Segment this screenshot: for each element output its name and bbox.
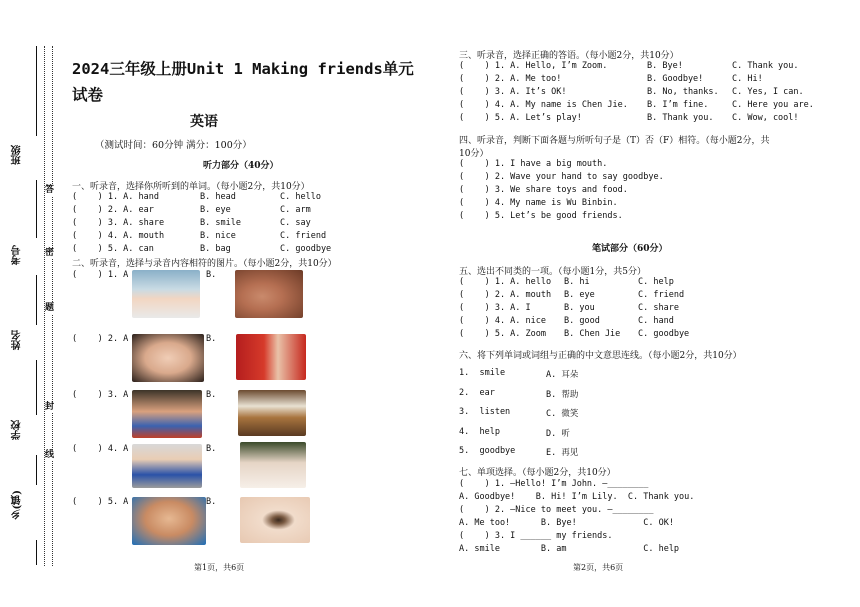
- number-line: [36, 180, 37, 238]
- s3-row-4-col-3: C. Here you are.: [732, 100, 814, 110]
- section-1-heading: 一、听录音，选择你所听到的单词。（每小题2分，共10分）: [72, 182, 310, 192]
- class-line: [36, 46, 37, 136]
- name-line: [36, 275, 37, 325]
- section-6-heading: 六、将下列单词或词组与正确的中文意思连线。（每小题2分，共10分）: [459, 351, 742, 361]
- s7-line-2: A. Goodbye! B. Hi! I’m Lily. C. Thank you.: [459, 492, 695, 502]
- ear-image: [235, 270, 303, 318]
- name-label: 姓名: [12, 330, 23, 350]
- smiling-boy-image: [132, 497, 206, 545]
- s7-line-3: ( ) 2. —Nice to meet you. —________: [459, 505, 654, 515]
- s3-row-5-col-3: C. Wow, cool!: [732, 113, 799, 123]
- s1-row-4-col-1: ( ) 4. A. mouth: [72, 231, 165, 241]
- s1-row-1-col-2: B. head: [200, 192, 236, 202]
- boys-with-toys-image: [132, 390, 202, 438]
- s1-row-5-col-3: C. goodbye: [280, 244, 332, 254]
- footer-right: 第2页，共6页: [573, 563, 624, 572]
- s1-row-5-col-1: ( ) 5. A. can: [72, 244, 154, 254]
- s3-row-1-col-2: B. Bye!: [647, 61, 683, 71]
- s6-meaning-5: E. 再见: [546, 448, 579, 458]
- s5-row-2-col-1: ( ) 2. A. mouth: [459, 290, 552, 300]
- section-7-heading: 七、单项选择。（每小题2分，共10分）: [459, 468, 616, 478]
- s3-row-3-col-2: B. No, thanks.: [647, 87, 719, 97]
- s5-row-1-col-1: ( ) 1. A. hello: [459, 277, 552, 287]
- s6-meaning-4: D. 听: [546, 428, 570, 439]
- s3-row-4-col-2: B. I’m fine.: [647, 100, 709, 110]
- s1-row-2-col-2: B. eye: [200, 205, 231, 215]
- s6-meaning-1: A. 耳朵: [546, 370, 579, 380]
- s1-row-4-col-2: B. nice: [200, 231, 236, 241]
- s7-line-6: A. smile B. am C. help: [459, 544, 680, 554]
- s5-row-3-col-3: C. share: [638, 303, 679, 313]
- s5-row-4-col-1: ( ) 4. A. nice: [459, 316, 546, 326]
- s2-row-2-option-b: B.: [206, 334, 217, 344]
- subject-title: 英语: [190, 114, 218, 130]
- s6-word-5: 5. goodbye: [459, 446, 516, 456]
- s3-row-1-col-1: ( ) 1. A. Hello, I’m Zoom.: [459, 61, 608, 71]
- s7-line-1: ( ) 1. —Hello! I’m John. —________: [459, 479, 649, 489]
- s1-row-1-col-1: ( ) 1. A. hand: [72, 192, 159, 202]
- footer-left: 第1页，共6页: [194, 563, 245, 572]
- s2-row-4-question: ( ) 4. A: [72, 444, 129, 454]
- section-4-heading-cont: 10分）: [459, 149, 489, 159]
- s3-row-2-col-2: B. Goodbye!: [647, 74, 704, 84]
- s1-row-3-col-2: B. smile: [200, 218, 241, 228]
- seal-tag-ti: 题: [45, 303, 55, 313]
- s6-word-4: 4. help: [459, 426, 500, 437]
- written-header: 笔试部分（60分）: [592, 244, 668, 254]
- exam-title: 2024三年级上册Unit 1 Making friends单元试卷: [72, 60, 414, 104]
- bottom-line: [36, 540, 37, 565]
- s2-row-2-question: ( ) 2. A: [72, 334, 129, 344]
- s7-line-5: ( ) 3. I ______ my friends.: [459, 531, 613, 541]
- seal-tag-da: 答: [45, 185, 55, 195]
- s1-row-3-col-3: C. say: [280, 218, 311, 228]
- section-5-heading: 五、选出不同类的一项。（每小题1分，共5分）: [459, 267, 646, 277]
- s4-row-4: ( ) 4. My name is Wu Binbin.: [459, 198, 618, 208]
- s2-row-3-option-b: B.: [206, 390, 217, 400]
- s2-row-5-option-b: B.: [206, 497, 217, 507]
- town-line: [36, 455, 37, 485]
- boy-nameplate-image: [132, 444, 202, 488]
- s1-row-2-col-1: ( ) 2. A. ear: [72, 205, 154, 215]
- s6-meaning-3: C. 微笑: [546, 409, 579, 419]
- s4-row-5: ( ) 5. Let’s be good friends.: [459, 211, 623, 221]
- waving-girl-image: [132, 270, 200, 318]
- s1-row-5-col-2: B. bag: [200, 244, 231, 254]
- s5-row-5-col-2: B. Chen Jie: [564, 329, 621, 339]
- s2-row-3-question: ( ) 3. A: [72, 390, 129, 400]
- section-3-heading: 三、听录音，选择正确的答语。（每小题2分，共10分）: [459, 51, 679, 61]
- s7-line-4: A. Me too! B. Bye! C. OK!: [459, 518, 674, 528]
- s1-row-2-col-3: C. arm: [280, 205, 311, 215]
- s2-row-5-question: ( ) 5. A: [72, 497, 129, 507]
- s1-row-4-col-3: C. friend: [280, 231, 327, 241]
- s3-row-3-col-3: C. Yes, I can.: [732, 87, 804, 97]
- s6-word-2: 2. ear: [459, 387, 495, 398]
- s2-row-1-question: ( ) 1. A: [72, 270, 129, 280]
- s4-row-3: ( ) 3. We share toys and food.: [459, 185, 628, 195]
- exam-meta: （测试时间：60分钟 满分：100分）: [95, 140, 252, 151]
- s4-row-2: ( ) 2. Wave your hand to say goodbye.: [459, 172, 664, 182]
- books-image: [238, 390, 306, 436]
- eye-image: [240, 497, 310, 543]
- s5-row-4-col-2: B. good: [564, 316, 600, 326]
- listening-header: 听力部分（40分）: [203, 161, 279, 171]
- smiling-woman-image: [132, 334, 204, 382]
- s1-row-3-col-1: ( ) 3. A. share: [72, 218, 165, 228]
- s5-row-2-col-2: B. eye: [564, 290, 595, 300]
- s5-row-3-col-1: ( ) 3. A. I: [459, 303, 531, 313]
- s3-row-2-col-1: ( ) 2. A. Me too!: [459, 74, 562, 84]
- s6-meaning-2: B. 帮助: [546, 389, 579, 400]
- school-line: [36, 360, 37, 415]
- class-label: 班级: [12, 145, 23, 165]
- waving-woman-image: [240, 442, 306, 488]
- school-label: 学校: [12, 420, 23, 440]
- s3-row-5-col-1: ( ) 5. A. Let’s play!: [459, 113, 582, 123]
- s3-row-1-col-3: C. Thank you.: [732, 61, 799, 71]
- seal-tag-feng: 封: [45, 402, 55, 412]
- couple-image: [236, 334, 306, 380]
- binding-strip: [0, 0, 62, 607]
- s6-word-3: 3. listen: [459, 407, 511, 417]
- s5-row-4-col-3: C. hand: [638, 316, 674, 326]
- s3-row-5-col-2: B. Thank you.: [647, 113, 714, 123]
- s3-row-2-col-3: C. Hi!: [732, 74, 763, 84]
- number-label: 考号: [12, 245, 23, 265]
- s3-row-4-col-1: ( ) 4. A. My name is Chen Jie.: [459, 100, 628, 110]
- s5-row-5-col-1: ( ) 5. A. Zoom: [459, 329, 546, 339]
- s5-row-1-col-2: B. hi: [564, 277, 590, 287]
- s2-row-1-option-b: B.: [206, 270, 217, 280]
- s2-row-4-option-b: B.: [206, 444, 217, 454]
- s5-row-3-col-2: B. you: [564, 303, 595, 313]
- s3-row-3-col-1: ( ) 3. A. It’s OK!: [459, 87, 567, 97]
- s6-word-1: 1. smile: [459, 368, 506, 378]
- seal-tag-xian: 线: [45, 450, 55, 460]
- seal-tag-mi: 密: [45, 248, 55, 258]
- s1-row-1-col-3: C. hello: [280, 192, 321, 202]
- section-4-heading: 四、听录音，判断下面各题与所听句子是（T）否（F）相符。（每小题2分，共: [459, 136, 770, 146]
- section-2-heading: 二、听录音，选择与录音内容相符的图片。（每小题2分，共10分）: [72, 259, 337, 269]
- s4-row-1: ( ) 1. I have a big mouth.: [459, 159, 608, 169]
- town-label: 乡(镇): [12, 490, 23, 520]
- s5-row-5-col-3: C. goodbye: [638, 329, 690, 339]
- s5-row-2-col-3: C. friend: [638, 290, 685, 300]
- s5-row-1-col-3: C. help: [638, 277, 674, 287]
